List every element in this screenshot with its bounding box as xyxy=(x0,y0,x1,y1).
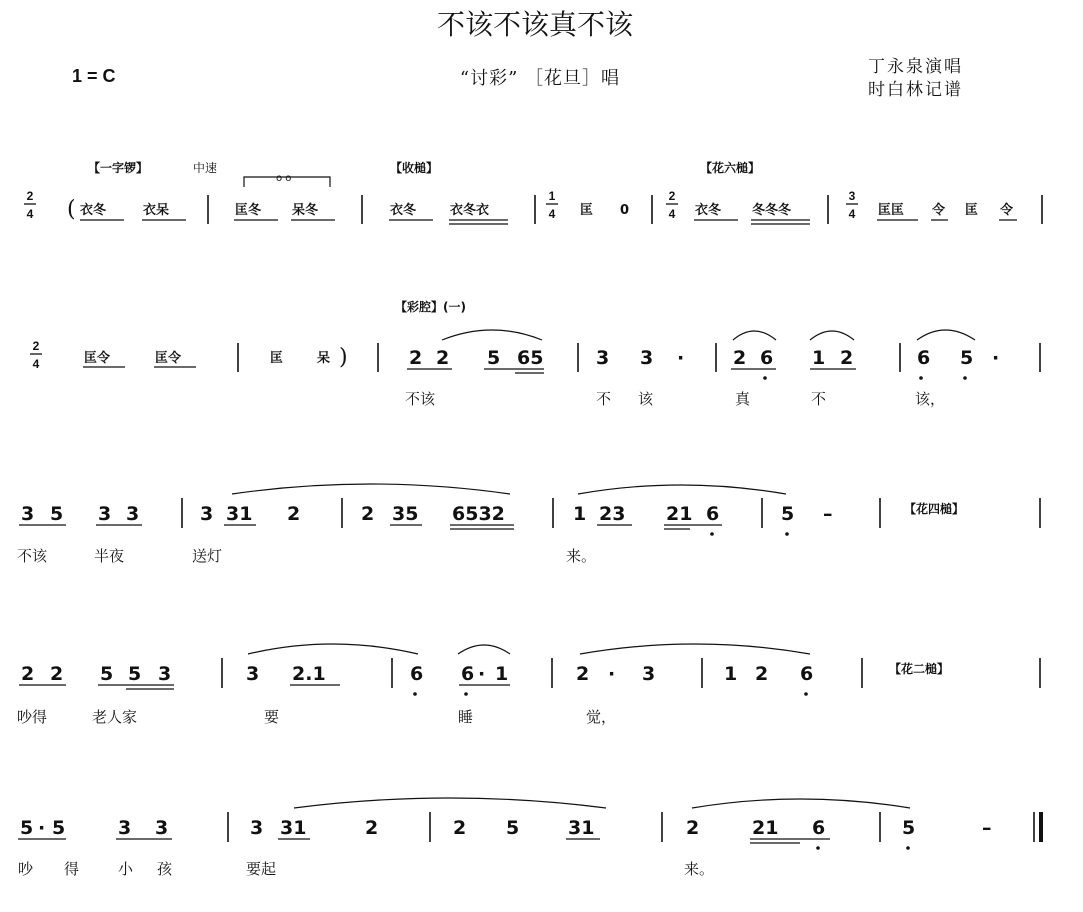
ornament-mark: o o xyxy=(276,173,292,184)
key-signature: 1 = C xyxy=(72,66,116,86)
note: 6 xyxy=(760,347,774,369)
octave-dots xyxy=(413,692,808,696)
note: 1 xyxy=(812,347,826,369)
note: 2 xyxy=(686,817,700,839)
note: 2 xyxy=(576,663,590,685)
time-sig-top: 1 xyxy=(548,189,556,203)
note: 2 xyxy=(365,817,379,839)
note: 3 xyxy=(642,663,656,685)
lyric: 该， xyxy=(915,390,946,408)
note: 2 xyxy=(840,347,854,369)
lyric: 得 xyxy=(64,860,80,878)
perc-token: 匡 xyxy=(270,351,284,366)
note: 5 xyxy=(487,347,501,369)
perc-token: 衣冬 xyxy=(695,203,722,218)
tempo-marking: 中速 xyxy=(193,161,218,175)
note: 2 xyxy=(50,663,64,685)
perc-token: 冬冬冬 xyxy=(752,203,792,218)
note: 5 xyxy=(128,663,142,685)
note: 5 xyxy=(960,347,974,369)
page-title: 不该不该真不该 xyxy=(436,8,634,41)
staff-line-4 xyxy=(17,644,1040,726)
subtitle: “讨彩” ［花旦］唱 xyxy=(459,68,621,89)
lyric: 不 xyxy=(811,390,827,408)
lyric: 吵 xyxy=(18,860,34,878)
octave-dots xyxy=(816,846,910,850)
lyric: 老人家 xyxy=(92,708,138,726)
time-sig-top: 2 xyxy=(668,189,676,203)
note: 23 xyxy=(599,503,626,525)
note: 3 xyxy=(21,503,35,525)
note: 5 xyxy=(781,503,795,525)
ornament-bracket xyxy=(244,173,330,187)
perc-token: 衣呆 xyxy=(143,203,170,218)
time-signature xyxy=(24,189,36,221)
note: 35 xyxy=(392,503,419,525)
note: 3 xyxy=(640,347,654,369)
note: 5 xyxy=(902,817,916,839)
note: · xyxy=(608,663,616,685)
time-sig-top: 2 xyxy=(32,339,40,353)
note: 21 xyxy=(752,817,779,839)
time-signature xyxy=(30,339,42,371)
note: 6 xyxy=(410,663,424,685)
perc-token: 衣冬 xyxy=(390,203,417,218)
lyric: 不该 xyxy=(17,547,48,565)
perc-token: 匡 xyxy=(580,203,594,218)
note: 6 xyxy=(461,663,475,685)
time-signature xyxy=(546,189,558,221)
note: 3 xyxy=(158,663,172,685)
section-label: 【花四槌】 xyxy=(904,502,965,516)
lyric: 吵得 xyxy=(17,708,48,726)
lyric: 送灯 xyxy=(192,547,223,565)
staff-line-5 xyxy=(18,798,1041,878)
perc-token: 令 xyxy=(1000,203,1014,218)
octave-dots xyxy=(710,532,789,536)
section-label: 【彩腔】(一) xyxy=(395,300,466,314)
close-paren: ) xyxy=(339,345,348,370)
note: 6532 xyxy=(452,503,505,525)
credit-singer: 丁永泉演唱 xyxy=(868,57,963,77)
note: · xyxy=(38,817,46,839)
note: 5 xyxy=(50,503,64,525)
perc-token: 匡冬 xyxy=(235,203,262,218)
note: 6 xyxy=(812,817,826,839)
lyric: 半夜 xyxy=(94,547,125,565)
time-signature xyxy=(846,189,858,221)
time-sig-bottom: 4 xyxy=(848,207,856,221)
lyric: 小 xyxy=(118,860,134,878)
note: 5 xyxy=(100,663,114,685)
lyric: 要 xyxy=(264,708,280,726)
note: 2 xyxy=(21,663,35,685)
note: · xyxy=(992,347,1000,369)
note: 2 xyxy=(361,503,375,525)
perc-token: 匡令 xyxy=(84,351,111,366)
note: 2 xyxy=(436,347,450,369)
time-sig-bottom: 4 xyxy=(548,207,556,221)
note: 6 xyxy=(706,503,720,525)
lyric: 要起 xyxy=(246,860,277,878)
note: 2 xyxy=(733,347,747,369)
note: 3 xyxy=(596,347,610,369)
staff-line-3 xyxy=(17,484,1040,565)
note: 2 xyxy=(287,503,301,525)
note: 31 xyxy=(280,817,307,839)
note: 2.1 xyxy=(292,663,326,685)
time-sig-bottom: 4 xyxy=(668,207,676,221)
lyric: 来。 xyxy=(566,547,597,565)
perc-token: 0 xyxy=(620,203,630,218)
note: – xyxy=(982,817,992,839)
note: 6 xyxy=(800,663,814,685)
section-label: 【收槌】 xyxy=(390,161,439,175)
time-sig-top: 3 xyxy=(848,189,856,203)
note: · xyxy=(478,663,486,685)
note: 6 xyxy=(917,347,931,369)
note: 1 xyxy=(495,663,509,685)
note: 31 xyxy=(568,817,595,839)
note: 3 xyxy=(200,503,214,525)
note: 3 xyxy=(250,817,264,839)
credit-notation: 时白林记谱 xyxy=(868,80,963,100)
note: 65 xyxy=(517,347,544,369)
lyric: 不该 xyxy=(405,390,436,408)
final-barline xyxy=(1034,812,1041,842)
perc-token: 呆冬 xyxy=(292,203,319,218)
note: · xyxy=(677,347,685,369)
staff-line-2 xyxy=(30,299,1040,408)
perc-token: 匡 xyxy=(965,203,979,218)
lyric: 真 xyxy=(735,390,751,408)
note: 3 xyxy=(246,663,260,685)
time-sig-top: 2 xyxy=(26,189,34,203)
note: 1 xyxy=(573,503,587,525)
lyric: 该 xyxy=(638,390,654,408)
open-paren: ( xyxy=(67,197,76,222)
perc-token: 令 xyxy=(932,203,946,218)
note: 3 xyxy=(98,503,112,525)
lyric: 觉， xyxy=(586,708,617,726)
note: 5 xyxy=(20,817,34,839)
note: 3 xyxy=(126,503,140,525)
note: 5 xyxy=(52,817,66,839)
section-label: 【花六槌】 xyxy=(700,161,761,175)
lyric: 不 xyxy=(596,390,612,408)
octave-dots xyxy=(763,376,967,380)
note: 21 xyxy=(666,503,693,525)
note: 31 xyxy=(226,503,253,525)
section-label: 【一字锣】 xyxy=(88,161,149,175)
lyric: 孩 xyxy=(157,860,173,878)
time-sig-bottom: 4 xyxy=(32,357,40,371)
perc-token: 匡令 xyxy=(155,351,182,366)
note: 2 xyxy=(453,817,467,839)
note: 2 xyxy=(409,347,423,369)
perc-token: 衣冬衣 xyxy=(450,203,490,218)
perc-token: 呆 xyxy=(317,351,331,366)
perc-token: 匡匡 xyxy=(878,203,905,218)
note: 3 xyxy=(155,817,169,839)
lyric: 来。 xyxy=(684,860,715,878)
time-signature xyxy=(666,189,678,221)
note: 1 xyxy=(724,663,738,685)
note: – xyxy=(823,503,833,525)
lyric: 睡 xyxy=(458,708,474,726)
staff-line-1 xyxy=(24,160,1042,224)
note: 5 xyxy=(506,817,520,839)
time-sig-bottom: 4 xyxy=(26,207,34,221)
section-label: 【花二槌】 xyxy=(889,662,950,676)
note: 2 xyxy=(755,663,769,685)
note: 3 xyxy=(118,817,132,839)
perc-token: 衣冬 xyxy=(80,203,107,218)
